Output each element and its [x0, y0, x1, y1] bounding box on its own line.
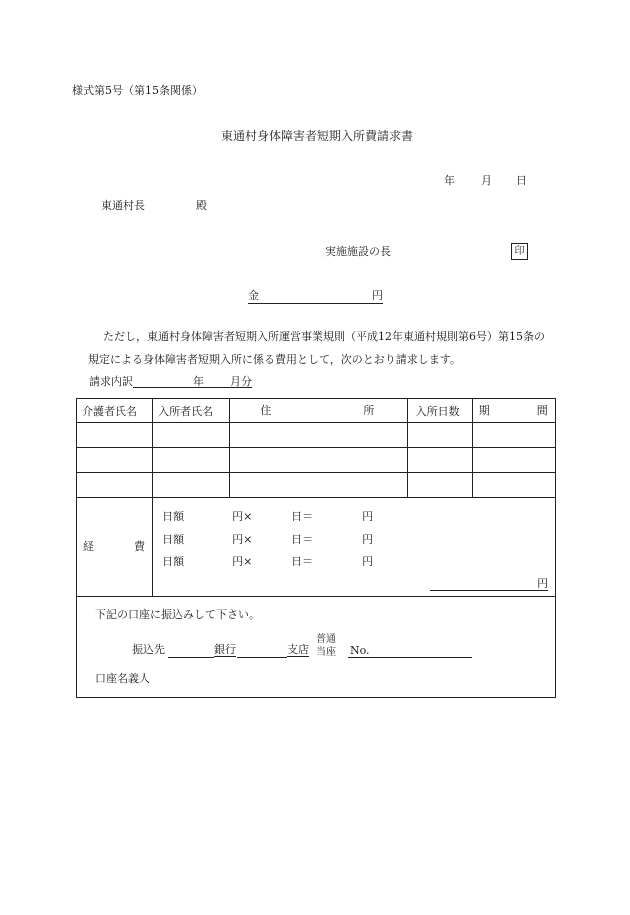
bank-instruction: 下記の口座に振込みして下さい。 — [95, 608, 260, 621]
caregiver-name-cell[interactable] — [77, 473, 153, 498]
expense-days-1: 日＝ — [291, 510, 314, 523]
account-no-label: No. — [350, 644, 370, 657]
table-header-row — [77, 399, 556, 423]
expense-yen-x-2: 円× — [232, 533, 253, 546]
expense-yen-x-3: 円× — [232, 555, 253, 568]
expense-yen-3: 円 — [362, 555, 374, 568]
seal-mark: 印 — [511, 243, 528, 260]
request-table — [76, 398, 556, 698]
days-cell[interactable] — [407, 423, 472, 448]
days-cell[interactable] — [407, 473, 472, 498]
breakdown-label: 請求内訳 — [89, 375, 133, 388]
header-period-a: 期 — [478, 404, 490, 417]
account-type-current[interactable]: 当座 — [316, 647, 336, 658]
table-row — [77, 473, 556, 498]
expenses-detail-cell — [153, 498, 556, 597]
header-address-a: 住 — [260, 404, 272, 417]
expense-yen-2: 円 — [362, 533, 374, 546]
breakdown-month: 月分 — [230, 375, 252, 388]
branch-label: 支店 — [287, 643, 309, 656]
body-text-line-2: 規定による身体障害者短期入所に係る費用として，次のとおり請求します。 — [88, 353, 461, 366]
date-day-label: 日 — [516, 174, 527, 187]
header-caregiver-name: 介護者氏名 — [77, 399, 153, 423]
total-underline[interactable] — [430, 578, 548, 591]
breakdown-line — [89, 376, 252, 388]
date-year-label: 年 — [444, 174, 455, 187]
expense-daily-1: 日額 — [162, 510, 185, 523]
expenses-label-a: 経 — [83, 540, 94, 553]
body-text-line-1: ただし，東通村身体障害者短期入所運営事業規則（平成12年東通村規則第6号）第15条の — [103, 330, 545, 343]
period-cell[interactable] — [472, 473, 555, 498]
expenses-row — [77, 498, 556, 597]
expense-days-2: 日＝ — [291, 533, 314, 546]
applicant-label: 実施施設の長 — [325, 245, 391, 258]
bank-name-field[interactable] — [168, 646, 214, 658]
expense-daily-3: 日額 — [162, 555, 185, 568]
date-month-label: 月 — [481, 174, 492, 187]
table-row — [77, 423, 556, 448]
address-cell[interactable] — [230, 423, 407, 448]
account-type-ordinary[interactable]: 普通 — [316, 634, 336, 645]
bank-row — [77, 597, 556, 698]
branch-name-field[interactable] — [237, 646, 287, 658]
resident-name-cell[interactable] — [153, 423, 230, 448]
amount-suffix: 円 — [372, 289, 383, 302]
bank-cell — [77, 597, 556, 698]
expenses-label-b: 費 — [134, 540, 145, 553]
resident-name-cell[interactable] — [153, 473, 230, 498]
days-cell[interactable] — [407, 448, 472, 473]
form-title: 東通村身体障害者短期入所費請求書 — [221, 129, 414, 143]
expense-yen-1: 円 — [362, 510, 374, 523]
address-cell[interactable] — [230, 473, 407, 498]
expense-daily-2: 日額 — [162, 533, 185, 546]
header-address-b: 所 — [363, 404, 375, 417]
caregiver-name-cell[interactable] — [77, 423, 153, 448]
account-holder-label: 口座名義人 — [95, 672, 150, 685]
expenses-label-cell — [77, 498, 153, 597]
expense-days-3: 日＝ — [291, 555, 314, 568]
amount-line — [248, 290, 383, 304]
header-period-b: 間 — [536, 404, 548, 417]
amount-prefix: 金 — [248, 289, 259, 302]
resident-name-cell[interactable] — [153, 448, 230, 473]
caregiver-name-cell[interactable] — [77, 448, 153, 473]
addressee-name: 東通村長 — [101, 199, 145, 212]
expense-yen-x-1: 円× — [232, 510, 253, 523]
breakdown-year: 年 — [193, 375, 204, 388]
header-address — [230, 399, 407, 423]
table-row — [77, 448, 556, 473]
bank-dest-label: 振込先 — [132, 643, 165, 656]
expense-total-yen: 円 — [537, 577, 549, 590]
header-resident-name: 入所者氏名 — [153, 399, 230, 423]
addressee-honorific: 殿 — [196, 199, 207, 212]
period-cell[interactable] — [472, 423, 555, 448]
header-period — [472, 399, 555, 423]
bank-label: 銀行 — [214, 643, 236, 656]
header-days: 入所日数 — [407, 399, 472, 423]
period-cell[interactable] — [472, 448, 555, 473]
form-number: 様式第5号（第15条関係） — [72, 84, 203, 97]
address-cell[interactable] — [230, 448, 407, 473]
